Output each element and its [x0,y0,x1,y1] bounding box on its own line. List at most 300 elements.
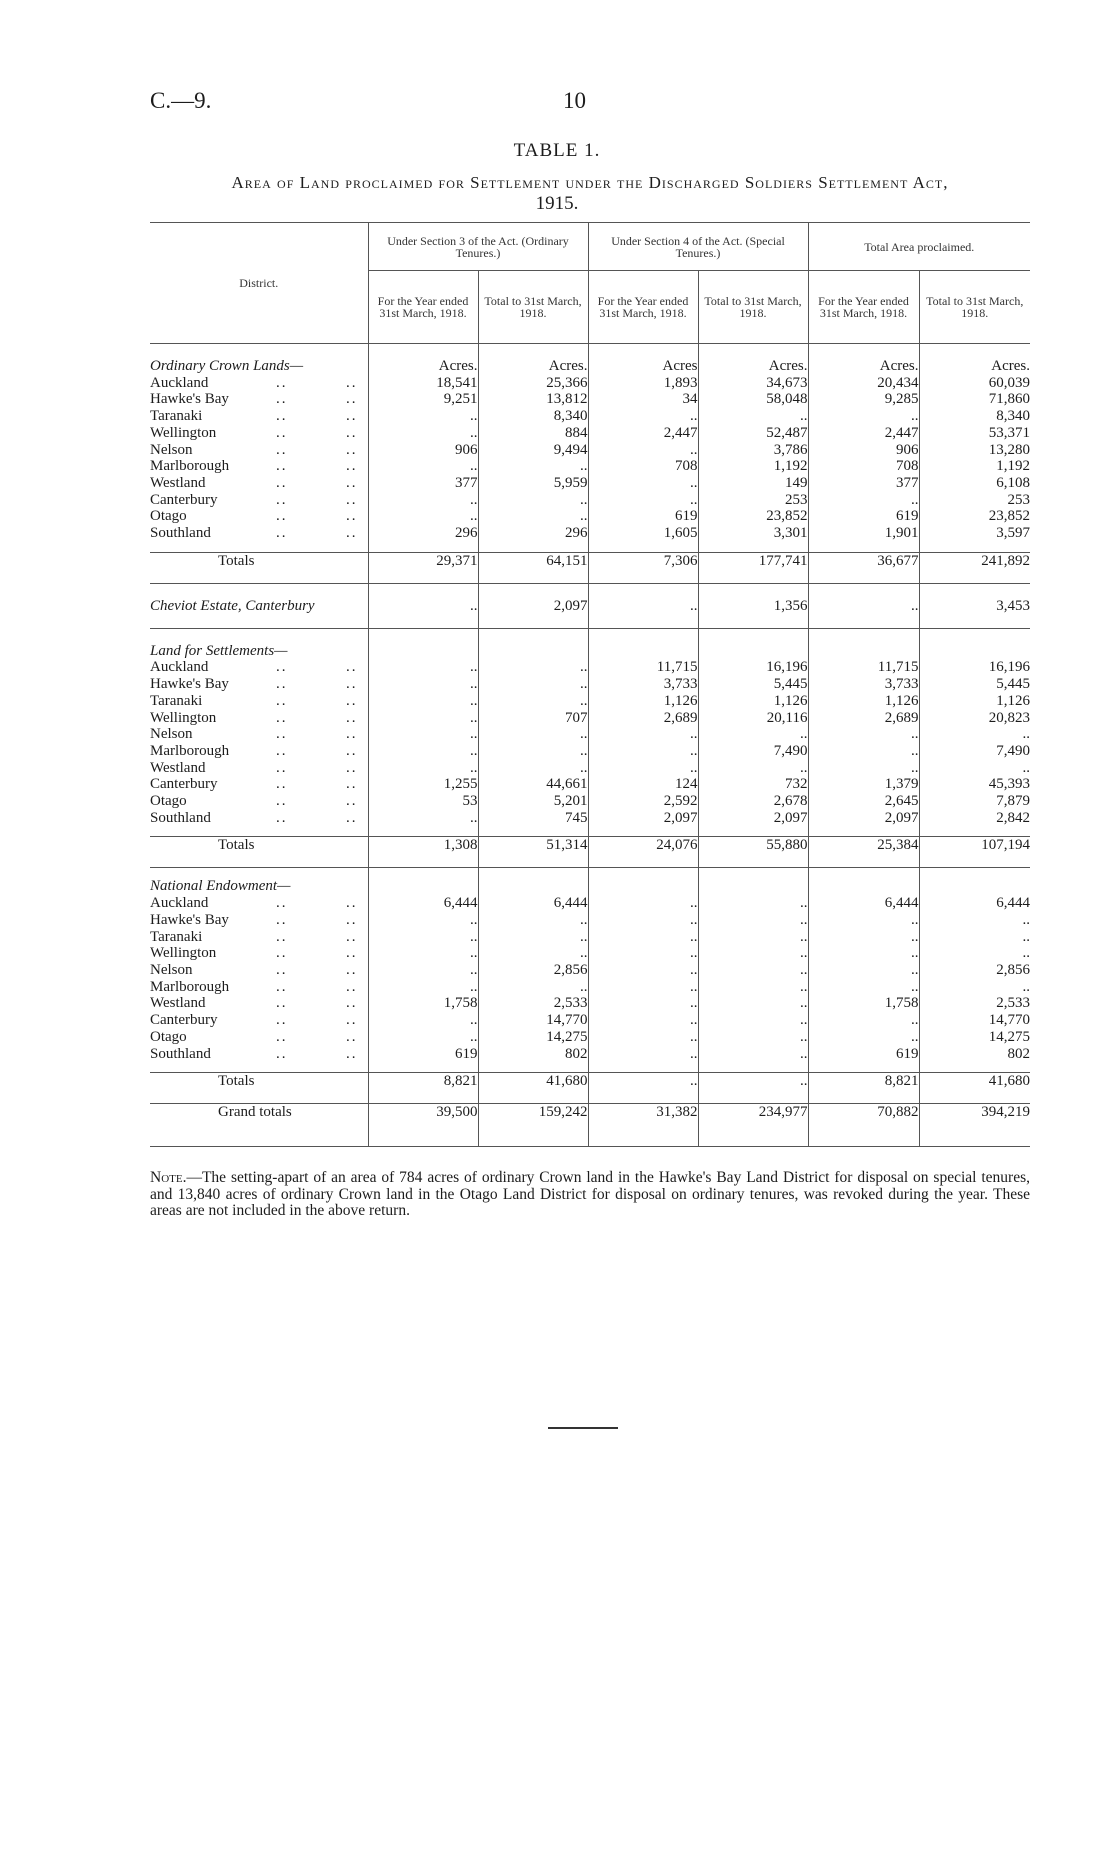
spacer-cell [150,826,368,837]
table-row [150,391,1030,408]
table-row [150,929,1030,946]
spacer-cell [698,1062,808,1073]
leader-dots: .. [346,895,358,912]
value-cell: 3,597 [919,525,1030,542]
spacer-cell [588,583,698,598]
table-row [150,912,1030,929]
leader-dots: .. [276,491,288,508]
district-label: Westland [150,474,206,491]
spacer-cell [808,1062,919,1073]
value-cell: .. [588,598,698,629]
leader-dots: .. [346,424,358,441]
units-row [150,358,1030,375]
leader-dots: .. [276,776,288,793]
value-cell: .. [588,945,698,962]
value-cell: 11,715 [808,659,919,676]
value-cell: .. [478,945,588,962]
district-label: Canterbury [150,776,218,793]
spacer-cell [478,628,588,643]
leader-dots: .. [276,709,288,726]
leader-dots: .. [276,525,288,542]
leader-dots: .. [276,659,288,676]
spacer-cell [588,826,698,837]
value-cell: .. [808,912,919,929]
value-cell: .. [368,458,478,475]
note-text: —The setting-apart of an area of 784 acres of ordinary Crown land in the Hawke's Bay Land District for disposal on special tenures, and 13,840 acres of ordinary Crown land in the Otago Land District for disposal on ordinary tenures, was revoked during the year. These areas are not included in the above return. [150,1169,1030,1219]
district-name [150,726,368,743]
value-cell: 2,533 [478,995,588,1012]
spacer-cell [368,542,478,553]
value-cell: 53 [368,793,478,810]
empty-cell [808,878,919,895]
value-cell: 14,770 [478,1012,588,1029]
spacer-cell [919,628,1030,643]
totals-label: Totals [150,1073,368,1104]
value-cell: 802 [478,1046,588,1063]
document-reference: C.—9. [150,88,212,113]
value-cell: 8,821 [808,1073,919,1104]
value-cell: 18,541 [368,375,478,392]
district-name [150,425,368,442]
value-cell: 1,605 [588,525,698,542]
value-cell: .. [808,743,919,760]
district-name [150,912,368,929]
value-cell: 6,444 [368,895,478,912]
value-cell: .. [588,726,698,743]
value-cell: 1,126 [919,693,1030,710]
leader-dots: .. [276,961,288,978]
totals-label: Totals [150,552,368,583]
district-name [150,945,368,962]
value-cell: 5,445 [698,676,808,693]
value-cell: 8,821 [368,1073,478,1104]
value-cell: 41,680 [919,1073,1030,1104]
spacer-row [150,344,1030,359]
leader-dots: .. [276,391,288,408]
spacer-row [150,1062,1030,1073]
leader-dots: .. [346,945,358,962]
empty-cell [808,643,919,660]
leader-dots: .. [346,978,358,995]
value-cell: 3,733 [808,676,919,693]
value-cell: .. [808,962,919,979]
table-row [150,793,1030,810]
table-row [150,425,1030,442]
empty-cell [919,878,1030,895]
spacer-cell [478,826,588,837]
leader-dots: .. [346,525,358,542]
spacer-cell [478,1062,588,1073]
spacer-cell [588,1062,698,1073]
spacer-row [150,542,1030,553]
empty-cell [698,643,808,660]
leader-dots: .. [276,474,288,491]
value-cell: 107,194 [919,837,1030,868]
table-row [150,408,1030,425]
value-cell: 149 [698,475,808,492]
value-cell: 45,393 [919,776,1030,793]
totals-row [150,1073,1030,1104]
district-label: Auckland [150,374,209,391]
spacer-cell [808,583,919,598]
totals-row [150,837,1030,868]
district-name [150,760,368,777]
empty-cell [588,878,698,895]
empty-cell [478,878,588,895]
value-cell: 71,860 [919,391,1030,408]
district-label: Marlborough [150,458,230,475]
leader-dots: .. [346,1028,358,1045]
value-cell: .. [368,659,478,676]
table-row [150,1046,1030,1063]
spacer-cell [698,628,808,643]
value-cell: 20,434 [808,375,919,392]
value-cell: .. [368,425,478,442]
table-title: TABLE 1. [513,140,601,161]
value-cell: 9,251 [368,391,478,408]
spacer-cell [478,542,588,553]
value-cell: .. [588,962,698,979]
value-cell: .. [478,508,588,525]
value-cell: .. [478,929,588,946]
value-cell: 3,301 [698,525,808,542]
unit-cell: Acres. [698,358,808,375]
leader-dots: .. [276,408,288,425]
value-cell: 906 [808,442,919,459]
section3-header: Under Section 3 of the Act. (Ordinary Tenures.) [368,223,588,271]
value-cell: 296 [368,525,478,542]
value-cell: 253 [919,492,1030,509]
spacer-cell [588,628,698,643]
district-name [150,391,368,408]
value-cell: 6,444 [808,895,919,912]
value-cell: 64,151 [478,552,588,583]
year-header: For the Year ended 31st March, 1918. [588,271,698,344]
value-cell: .. [808,1012,919,1029]
table-row [150,743,1030,760]
value-cell: 2,447 [588,425,698,442]
leader-dots: .. [346,928,358,945]
value-cell: 619 [588,508,698,525]
district-name [150,1029,368,1046]
footnote [150,1170,1030,1220]
value-cell: .. [588,895,698,912]
value-cell: 296 [478,525,588,542]
cheviot-row [150,598,1030,629]
value-cell: 884 [478,425,588,442]
district-name [150,895,368,912]
spacer-cell [150,628,368,643]
value-cell: .. [478,659,588,676]
district-name [150,375,368,392]
value-cell: 708 [808,458,919,475]
district-label: Otago [150,1028,187,1045]
value-cell: 1,379 [808,776,919,793]
value-cell: .. [588,442,698,459]
unit-cell: Acres. [368,358,478,375]
district-name [150,525,368,542]
leader-dots: .. [346,408,358,425]
table-row [150,442,1030,459]
section-heading: Land for Settlements— [150,642,288,659]
value-cell: .. [368,912,478,929]
spacer-cell [368,868,478,879]
spacer-cell [808,868,919,879]
district-label: Marlborough [150,978,230,995]
table-body [150,344,1030,1147]
leader-dots: .. [346,676,358,693]
spacer-cell [808,542,919,553]
spacer-cell [150,583,368,598]
spacer-cell [588,542,698,553]
value-cell: 14,275 [478,1029,588,1046]
leader-dots: .. [346,809,358,826]
value-cell: 3,786 [698,442,808,459]
district-name [150,492,368,509]
leader-dots: .. [346,508,358,525]
value-cell: 13,280 [919,442,1030,459]
value-cell: .. [368,962,478,979]
value-cell: .. [698,945,808,962]
district-label: Nelson [150,441,193,458]
value-cell: .. [919,929,1030,946]
table-row [150,525,1030,542]
district-label: Auckland [150,659,209,676]
value-cell: 52,487 [698,425,808,442]
value-cell: 708 [588,458,698,475]
value-cell: .. [478,726,588,743]
value-cell: 2,645 [808,793,919,810]
totals-row [150,552,1030,583]
leader-dots: .. [346,742,358,759]
spacer-cell [368,344,478,359]
district-label: Otago [150,508,187,525]
leader-dots: .. [276,374,288,391]
value-cell: 159,242 [478,1104,588,1147]
table-row [150,475,1030,492]
value-cell: .. [588,912,698,929]
value-cell: .. [368,810,478,827]
value-cell: 745 [478,810,588,827]
value-cell: .. [588,1073,698,1104]
value-cell: 394,219 [919,1104,1030,1147]
value-cell: 1,192 [698,458,808,475]
section-heading: Ordinary Crown Lands— [150,358,304,374]
section4-header: Under Section 4 of the Act. (Special Tenures.) [588,223,808,271]
leader-dots: .. [346,709,358,726]
value-cell: .. [368,979,478,996]
value-cell: 5,201 [478,793,588,810]
unit-cell: Acres [588,358,698,375]
leader-dots: .. [346,1045,358,1062]
value-cell: 20,116 [698,710,808,727]
value-cell: .. [698,760,808,777]
value-cell: .. [698,895,808,912]
leader-dots: .. [276,742,288,759]
value-cell: 55,880 [698,837,808,868]
value-cell: .. [808,492,919,509]
district-label: Otago [150,793,187,810]
value-cell: .. [588,1012,698,1029]
value-cell: 2,447 [808,425,919,442]
section-heading-row [150,643,1030,660]
district-name [150,676,368,693]
value-cell: 41,680 [478,1073,588,1104]
leader-dots: .. [346,726,358,743]
value-cell: .. [698,726,808,743]
spacer-cell [478,344,588,359]
leader-dots: .. [346,374,358,391]
district-name [150,408,368,425]
district-label: Marlborough [150,742,230,759]
spacer-row [150,826,1030,837]
table-row [150,710,1030,727]
value-cell: .. [368,693,478,710]
value-cell: .. [478,979,588,996]
leader-dots: .. [276,1012,288,1029]
value-cell: 124 [588,776,698,793]
leader-dots: .. [276,508,288,525]
value-cell: 5,959 [478,475,588,492]
total-header: Total to 31st March, 1918. [698,271,808,344]
value-cell: 241,892 [919,552,1030,583]
district-name [150,659,368,676]
section-heading: National Endowment— [150,878,291,895]
leader-dots: .. [276,441,288,458]
district-name [150,475,368,492]
leader-dots: .. [276,978,288,995]
grand-totals-label: Grand totals [150,1104,368,1147]
value-cell: 13,812 [478,391,588,408]
value-cell: .. [368,945,478,962]
value-cell: 2,592 [588,793,698,810]
totals-label: Totals [150,837,368,868]
value-cell: 7,490 [698,743,808,760]
value-cell: 6,108 [919,475,1030,492]
district-name [150,1046,368,1063]
value-cell: .. [919,726,1030,743]
table-row [150,659,1030,676]
value-cell: 25,366 [478,375,588,392]
leader-dots: .. [276,945,288,962]
value-cell: 1,192 [919,458,1030,475]
value-cell: .. [368,760,478,777]
spacer-cell [919,826,1030,837]
empty-cell [919,643,1030,660]
district-label: Southland [150,525,211,542]
value-cell: 707 [478,710,588,727]
value-cell: 1,126 [698,693,808,710]
leader-dots: .. [346,776,358,793]
value-cell: .. [368,743,478,760]
table-row [150,995,1030,1012]
spacer-cell [919,344,1030,359]
district-header: District. [150,223,368,344]
table-row [150,979,1030,996]
leader-dots: .. [346,759,358,776]
district-label: Hawke's Bay [150,391,229,408]
spacer-cell [919,1062,1030,1073]
spacer-cell [150,868,368,879]
value-cell: 619 [808,508,919,525]
leader-dots: .. [276,895,288,912]
spacer-cell [478,583,588,598]
value-cell: .. [368,408,478,425]
value-cell: 2,856 [478,962,588,979]
spacer-cell [478,868,588,879]
leader-dots: .. [346,474,358,491]
value-cell: 29,371 [368,552,478,583]
value-cell: .. [588,760,698,777]
value-cell: .. [588,995,698,1012]
value-cell: .. [698,995,808,1012]
spacer-cell [698,868,808,879]
total-area-header: Total Area proclaimed. [808,223,1030,271]
district-label: Taranaki [150,692,203,709]
leader-dots: .. [346,961,358,978]
spacer-cell [919,542,1030,553]
section-heading-row [150,878,1030,895]
value-cell: 8,340 [919,408,1030,425]
table-row [150,776,1030,793]
value-cell: 2,097 [588,810,698,827]
value-cell: 51,314 [478,837,588,868]
spacer-cell [808,826,919,837]
value-cell: 3,733 [588,676,698,693]
empty-cell [698,878,808,895]
spacer-cell [698,344,808,359]
leader-dots: .. [346,391,358,408]
spacer-cell [368,628,478,643]
value-cell: 60,039 [919,375,1030,392]
value-cell: 2,097 [478,598,588,629]
value-cell: 8,340 [478,408,588,425]
district-name [150,1012,368,1029]
value-cell: .. [808,979,919,996]
leader-dots: .. [276,692,288,709]
table-row [150,676,1030,693]
table-subtitle: Area of Land proclaimed for Settlement under the Discharged Soldiers Settlement Act, [231,173,949,192]
value-cell: 1,255 [368,776,478,793]
value-cell: 70,882 [808,1104,919,1147]
value-cell: .. [368,929,478,946]
value-cell: .. [698,912,808,929]
table-row [150,962,1030,979]
empty-cell [368,878,478,895]
value-cell: .. [368,598,478,629]
value-cell: 11,715 [588,659,698,676]
spacer-cell [808,344,919,359]
value-cell: .. [478,458,588,475]
spacer-cell [150,344,368,359]
district-name [150,693,368,710]
value-cell: .. [588,1046,698,1063]
value-cell: .. [588,1029,698,1046]
value-cell: 34,673 [698,375,808,392]
leader-dots: .. [346,659,358,676]
cheviot-label: Cheviot Estate, Canterbury [150,598,368,629]
value-cell: 14,770 [919,1012,1030,1029]
leader-dots: .. [346,793,358,810]
value-cell: .. [478,492,588,509]
unit-cell: Acres. [478,358,588,375]
table-row [150,375,1030,392]
district-name [150,776,368,793]
value-cell: .. [919,912,1030,929]
value-cell: .. [588,492,698,509]
value-cell: .. [919,945,1030,962]
spacer-cell [150,1062,368,1073]
